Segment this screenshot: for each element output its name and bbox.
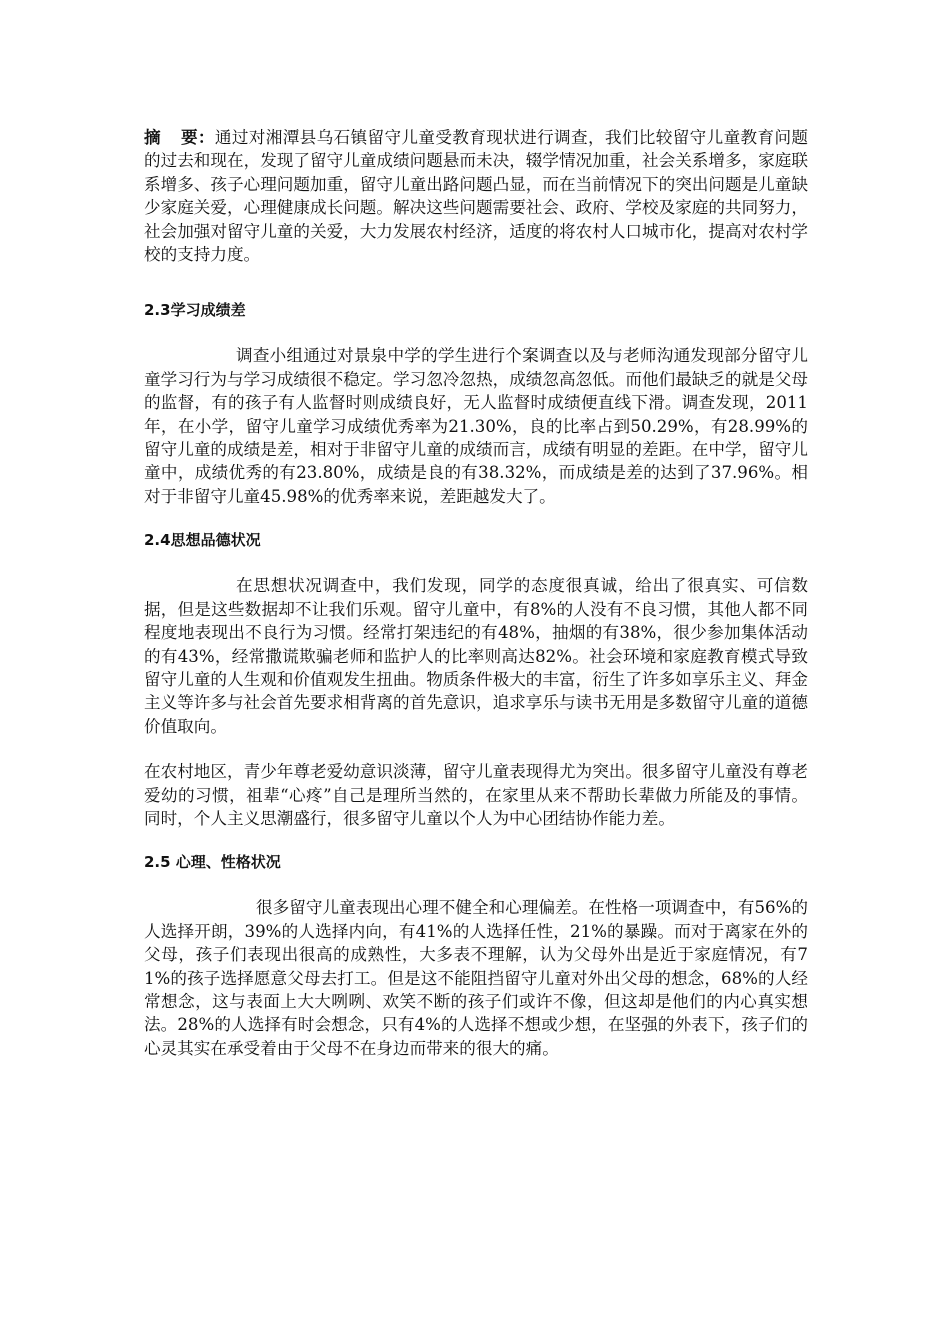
section-2-4-paragraph-1: 在思想状况调查中，我们发现，同学的态度很真诚，给出了很真实、可信数据，但是这些数据却不让我们乐观。留守儿童中，有8%的人没有不良习惯，其他人都不同程度地表现出不良行为习惯。经常打架违纪的有48%，抽烟的有38%，很少参加集体活动的有43%，经常撒谎欺骗老师和监护人的比率则高达82%。社会环境和家庭教育模式导致留守儿童的人生观和价值观发生扭曲。物质条件极大的丰富，衍生了许多如享乐主义、拜金主义等许多与社会首先要求相背离的首先意识，追求享乐与读书无用是多数留守儿童的道德价值取向。	[144, 576, 808, 736]
section-2-4-paragraph-2: 在农村地区，青少年尊老爱幼意识淡薄，留守儿童表现得尤为突出。很多留守儿童没有尊老爱幼的习惯，祖辈“心疼”自己是理所当然的，在家里从来不帮助长辈做力所能及的事情。同时，个人主义思潮盛行，很多留守儿童以个人为中心团结协作能力差。	[144, 762, 808, 828]
abstract-text: 通过对湘潭县乌石镇留守儿童受教育现状进行调查，我们比较留守儿童教育问题的过去和现在，发现了留守儿童成绩问题悬而未决，辍学情况加重，社会关系增多，家庭联系增多、孩子心理问题加重，留守儿童出路问题凸显，而在当前情况下的突出问题是儿童缺少家庭关爱，心理健康成长问题。解决这些问题需要社会、政府、学校及家庭的共同努力，社会加强对留守儿童的关爱，大力发展农村经济，适度的将农村人口城市化，提高对农村学校的支持力度。	[144, 128, 809, 265]
section-heading-2-3: 2.3学习成绩差	[144, 301, 246, 320]
abstract-label: 摘	[144, 127, 181, 147]
section-heading-2-4: 2.4思想品德状况	[144, 531, 261, 550]
document-page	[144, 126, 808, 1060]
abstract-paragraph	[144, 126, 808, 266]
section-2-5-paragraph: 很多留守儿童表现出心理不健全和心理偏差。在性格一项调查中，有56%的人选择开朗，39%的人选择内向，有41%的人选择任性，21%的暴躁。而对于离家在外的父母，孩子们表现出很高的成熟性，大多表不理解，认为父母外出是近于家庭情况，有71%的孩子选择愿意父母去打工。但是这不能阻挡留守儿童对外出父母的想念，68%的人经常想念，这与表面上大大咧咧、欢笑不断的孩子们或许不像，但这却是他们的内心真实想法。28%的人选择有时会想念，只有4%的人选择不想或少想，在坚强的外表下，孩子们的心灵其实在承受着由于父母不在身边而带来的很大的痛。	[144, 898, 808, 1058]
abstract-label-end: 要：	[180, 127, 215, 147]
section-heading-2-5: 2.5 心理、性格状况	[144, 853, 281, 872]
section-2-3-paragraph: 调查小组通过对景泉中学的学生进行个案调查以及与老师沟通发现部分留守儿童学习行为与学习成绩很不稳定。学习忽冷忽热，成绩忽高忽低。而他们最缺乏的就是父母的监督，有的孩子有人监督时则成绩良好，无人监督时成绩便直线下滑。调查发现，2011年，在小学，留守儿童学习成绩优秀率为21.30%，良的比率占到50.29%，有28.99%的留守儿童的成绩是差，相对于非留守儿童的成绩而言，成绩有明显的差距。在中学，留守儿童中，成绩优秀的有23.80%，成绩是良的有38.32%，而成绩是差的达到了37.96%。相对于非留守儿童45.98%的优秀率来说，差距越发大了。	[144, 346, 808, 506]
